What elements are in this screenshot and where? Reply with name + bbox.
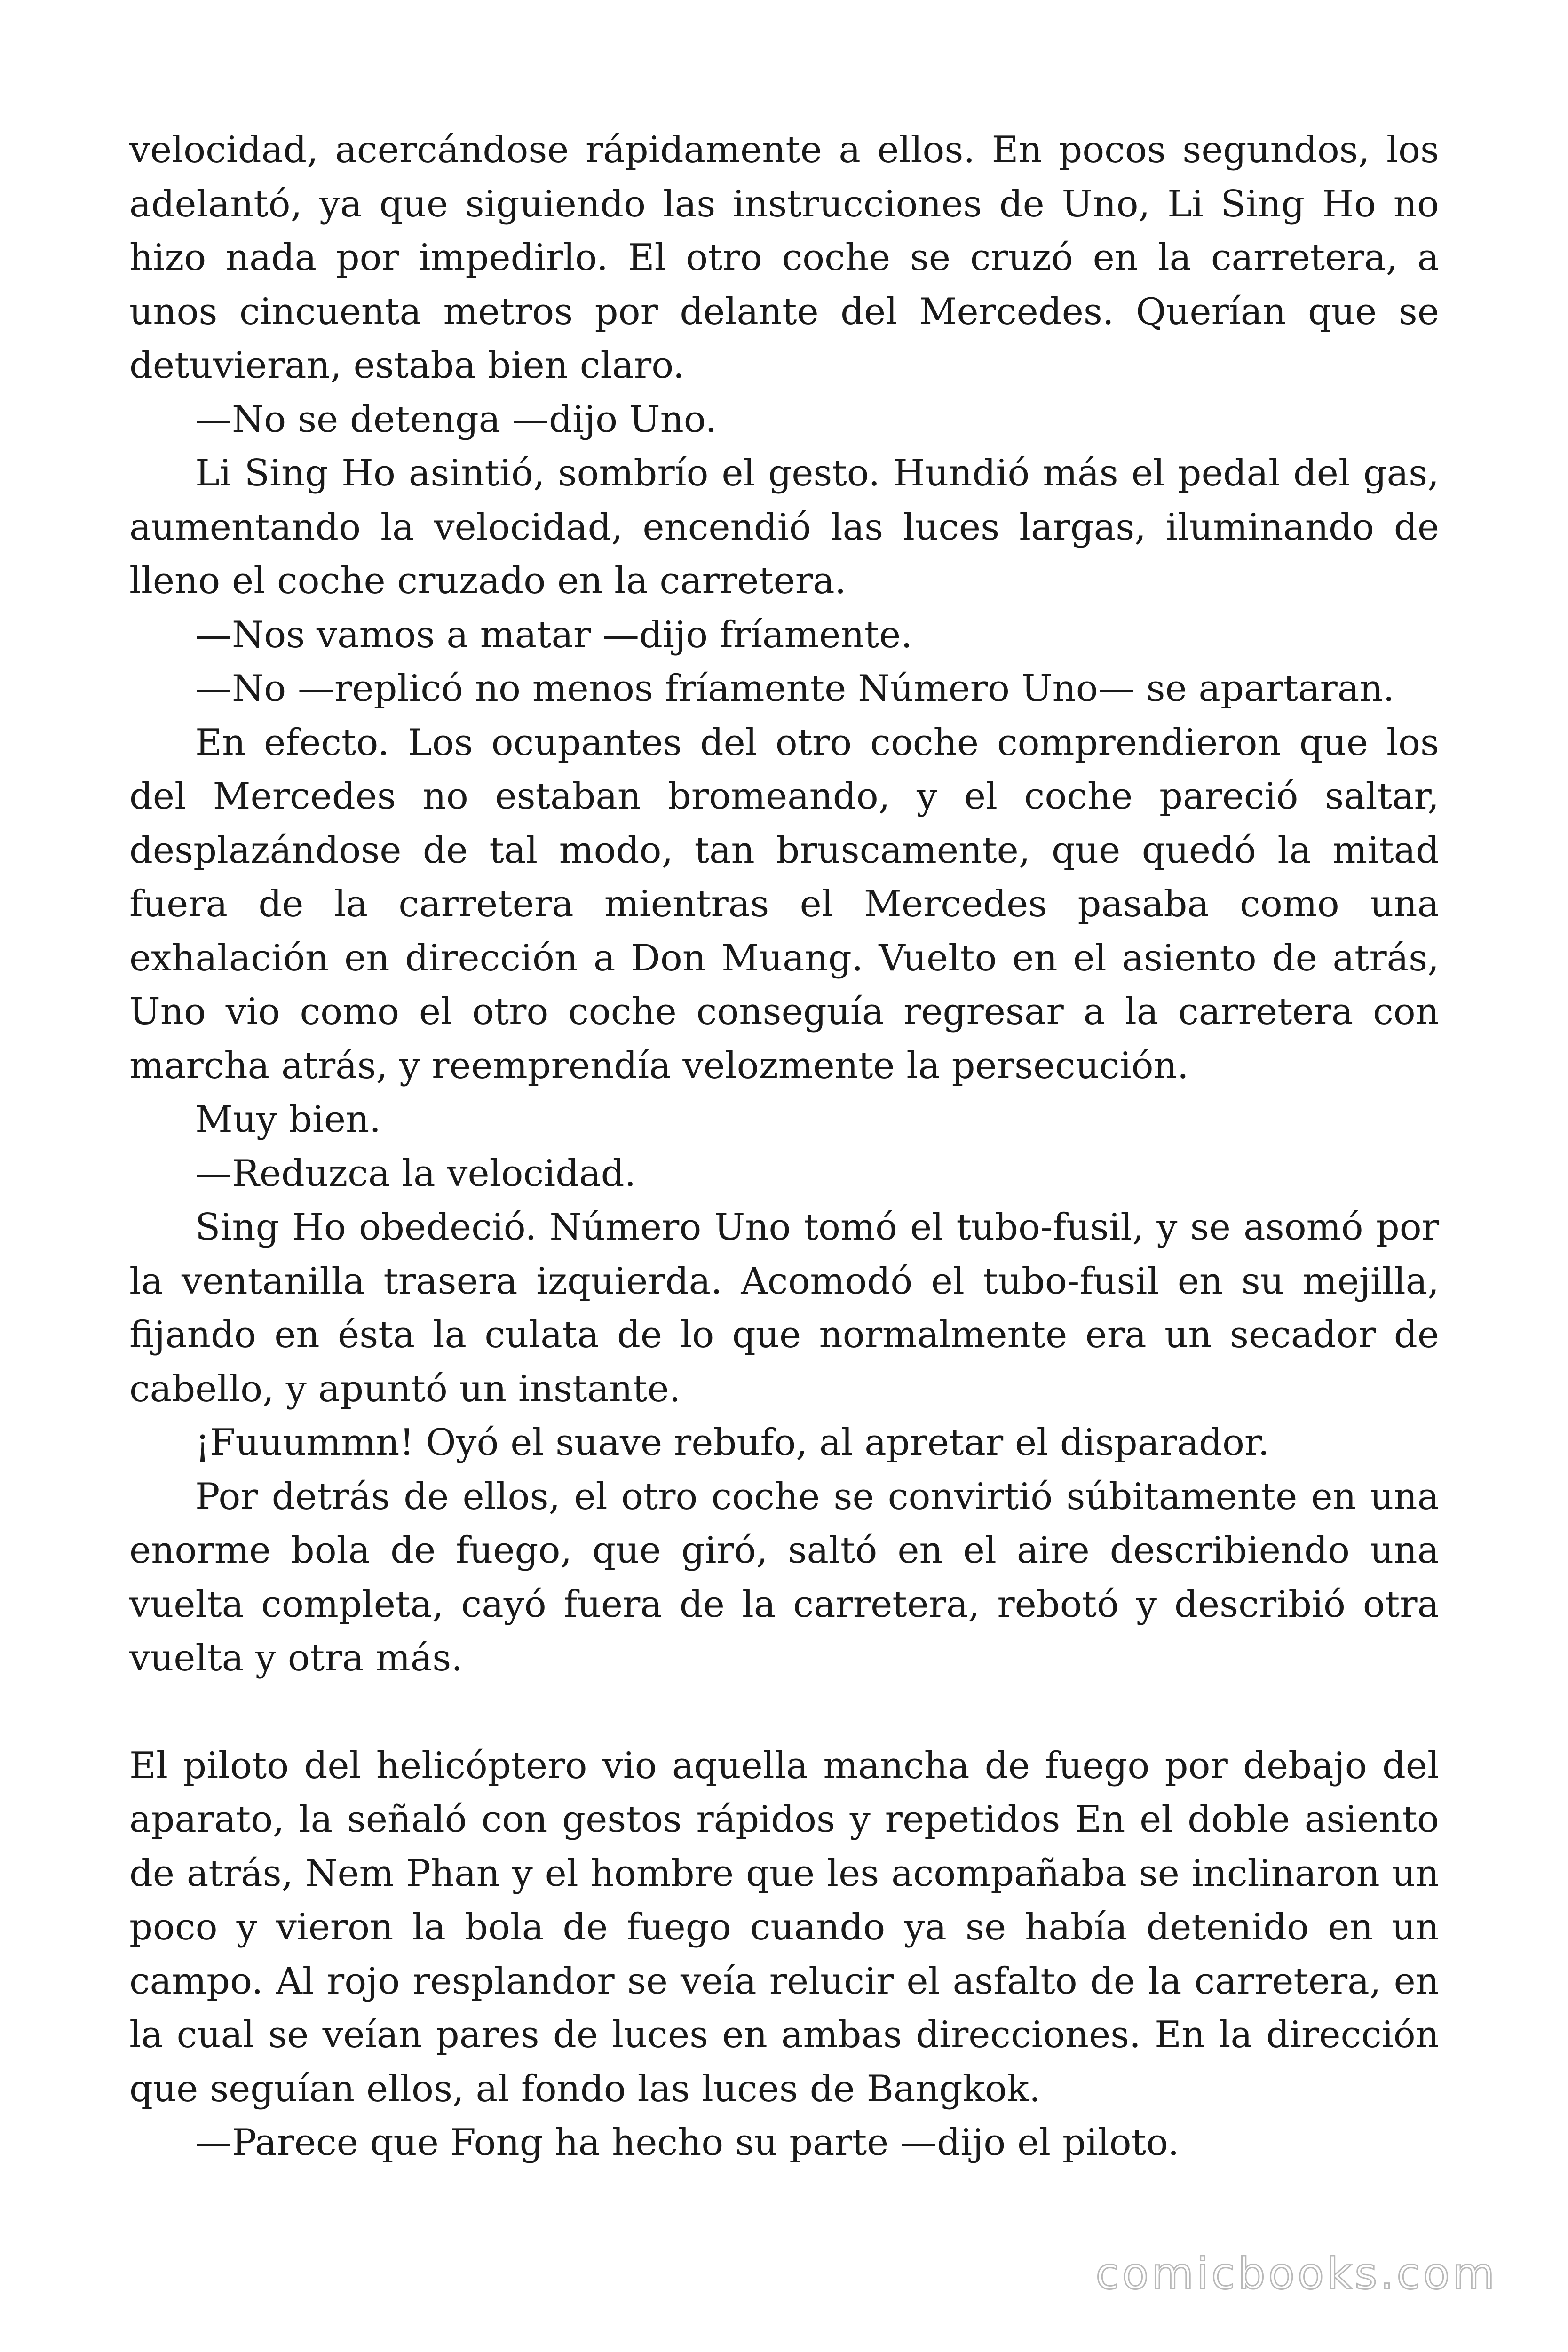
paragraph-dialogue: —Nos vamos a matar —dijo fríamente. [195,613,913,656]
paragraph: Por detrás de ellos, el otro coche se convirtió súbitamente en una enorme bola de fuego, que giró, saltó en el aire describiendo una vuelta completa, cayó fuera de la carretera, rebotó y describió otra vuelta y otra más. [129,1475,1439,1679]
paragraph-section-start: El piloto del helicóptero vio aquella mancha de fuego por debajo del aparato, la señaló con gestos rápidos y repetidos En el doble asiento de atrás, Nem Phan y el hombre que les acompañaba se inclinaron un poco y vieron la bola de fuego cuando ya se había detenido en un campo. Al rojo resplandor se veía relucir el asfalto de la carretera, en la cual se veían pares de luces en ambas direcciones. En la dirección que seguían ellos, al fondo las luces de Bangkok. [129,1744,1439,2110]
paragraph-continued: velocidad, acercándose rápidamente a ellos. En pocos segundos, los adelantó, ya que siguiendo las instrucciones de Uno, Li Sing Ho no hizo nada por impedirlo. El otro coche se cruzó en la carretera, a unos cincuenta metros por delante del Mercedes. Querían que se detuvieran, estaba bien claro. [129,129,1439,387]
paragraph: Muy bien. [195,1098,381,1141]
body-text [129,123,1439,2170]
paragraph-dialogue: —Parece que Fong ha hecho su parte —dijo el piloto. [195,2122,1180,2164]
paragraph: Sing Ho obedeció. Número Uno tomó el tubo-fusil, y se asomó por la ventanilla trasera izquierda. Acomodó el tubo-fusil en su mejilla, fijando en ésta la culata de lo que normalmente era un secador de cabello, y apuntó un instante. [129,1206,1439,1410]
paragraph-dialogue: —Reduzca la velocidad. [195,1152,636,1195]
paragraph: En efecto. Los ocupantes del otro coche comprendieron que los del Mercedes no estaban bromeando, y el coche pareció saltar, desplazándose de tal modo, tan bruscamente, que quedó la mitad fuera de la carretera mientras el Mercedes pasaba como una exhalación en dirección a Don Muang. Vuelto en el asiento de atrás, Uno vio como el otro coche conseguía regresar a la carretera con marcha atrás, y reemprendía velozmente la persecución. [129,721,1439,1087]
paragraph-dialogue: —No se detenga —dijo Uno. [195,398,717,441]
paragraph-dialogue: —No —replicó no menos fríamente Número Uno— se apartaran. [195,667,1395,710]
watermark: comicbooks.com [1095,2249,1497,2299]
paragraph: Li Sing Ho asintió, sombrío el gesto. Hundió más el pedal del gas, aumentando la velocidad, encendió las luces largas, iluminando de lleno el coche cruzado en la carretera. [129,452,1439,602]
paragraph: ¡Fuuummn! Oyó el suave rebufo, al apretar el disparador. [195,1422,1270,1464]
